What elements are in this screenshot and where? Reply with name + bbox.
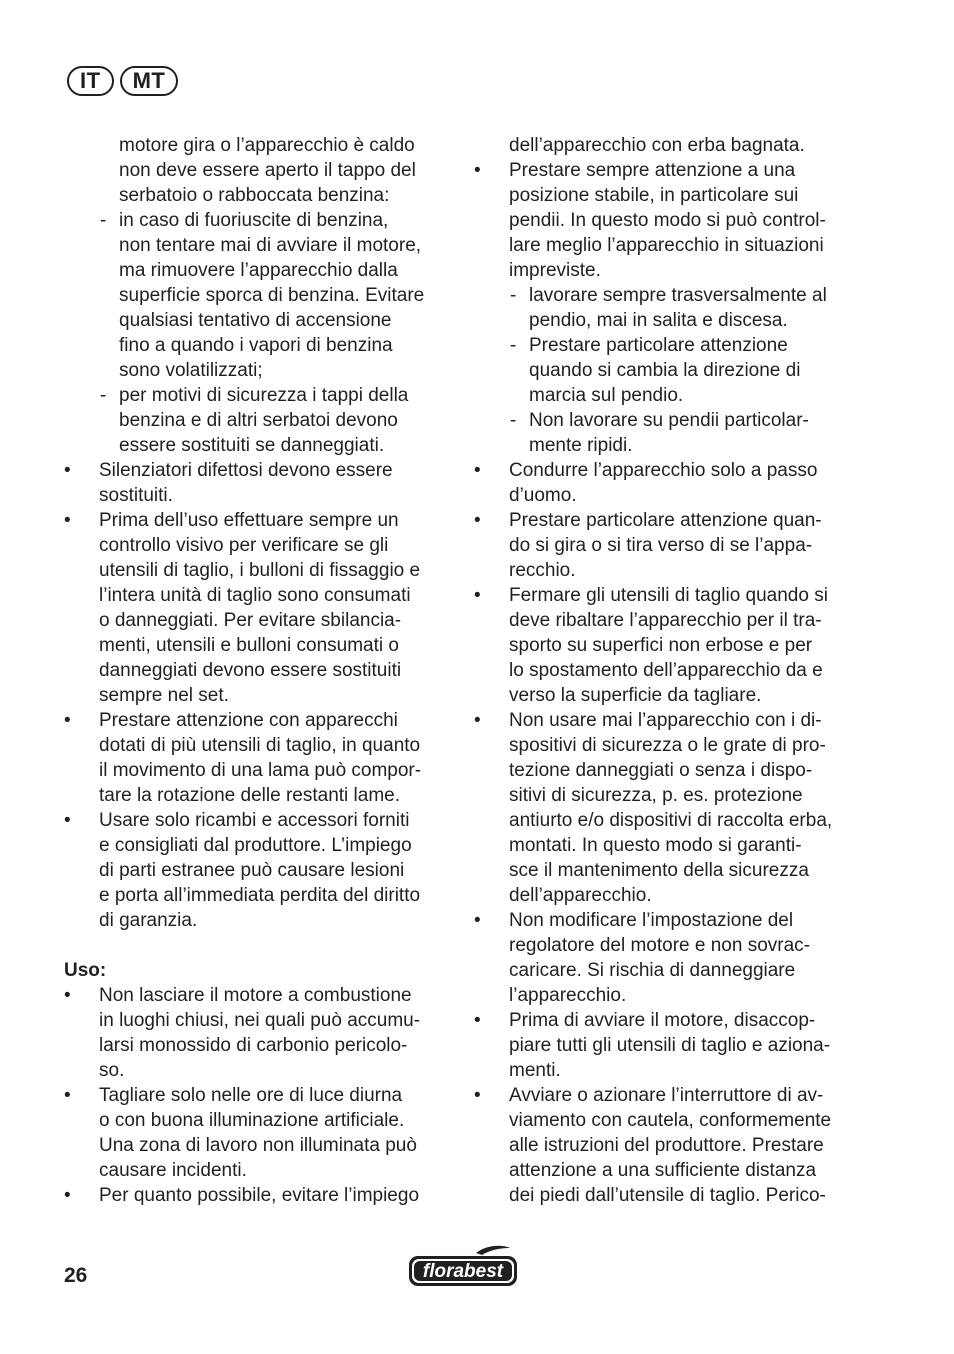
- line-text: Fermare gli utensili di taglio quando si: [509, 585, 828, 606]
- line-text: spositivi di sicurezza o le grate di pro-: [509, 735, 826, 756]
- line-text: motore gira o l’apparecchio è caldo: [119, 135, 415, 156]
- text-line: [474, 233, 860, 258]
- line-text: Non modificare l’impostazione del: [509, 910, 794, 931]
- line-text: menti.: [509, 1060, 561, 1081]
- text-line: [64, 658, 450, 683]
- text-line: [64, 683, 450, 708]
- text-line: [474, 1008, 860, 1033]
- language-tags: [67, 66, 184, 96]
- line-text: e consigliati dal produttore. L’impiego: [99, 835, 412, 856]
- text-line: [474, 708, 860, 733]
- line-text: ma rimuovere l’apparecchio dalla: [119, 260, 398, 281]
- text-line: [64, 633, 450, 658]
- line-text: antiurto e/o dispositivi di raccolta erba,: [509, 810, 833, 831]
- text-line: [474, 833, 860, 858]
- line-text: non deve essere aperto il tappo del: [119, 160, 416, 181]
- language-tag-it: IT: [67, 66, 114, 96]
- page-number: 26: [64, 1264, 88, 1287]
- text-line: [474, 583, 860, 608]
- line-text: posizione stabile, in particolare sui: [509, 185, 799, 206]
- text-line: [474, 633, 860, 658]
- line-text: dotati di più utensili di taglio, in quanto: [99, 735, 421, 756]
- line-text: Tagliare solo nelle ore di luce diurna: [99, 1085, 403, 1106]
- text-line: [474, 758, 860, 783]
- line-text: di parti estranee può causare lesioni: [99, 860, 405, 881]
- line-text: pendio, mai in salita e discesa.: [529, 310, 788, 331]
- line-text: sempre nel set.: [99, 685, 229, 706]
- text-line: [64, 283, 450, 308]
- line-text: caricare. Si rischia di danneggiare: [509, 960, 796, 981]
- text-line: [474, 733, 860, 758]
- text-line: [64, 858, 450, 883]
- line-text: controllo visivo per verificare se gli: [99, 535, 389, 556]
- line-text: Prima di avviare il motore, disaccop-: [509, 1010, 816, 1031]
- line-text: il movimento di una lama può compor-: [99, 760, 422, 781]
- bullet-marker: •: [64, 810, 71, 831]
- line-text: montati. In questo modo si garanti-: [509, 835, 802, 856]
- line-text: Prestare particolare attenzione quan-: [509, 510, 822, 531]
- line-text: Non lavorare su pendii particolar-: [529, 410, 809, 431]
- florabest-logo-graphic: [406, 1243, 520, 1291]
- text-line: [64, 583, 450, 608]
- text-line: [64, 558, 450, 583]
- bullet-marker: •: [474, 160, 481, 181]
- text-line: [474, 533, 860, 558]
- text-line: [64, 733, 450, 758]
- line-text: essere sostituiti se danneggiati.: [119, 435, 385, 456]
- line-text: larsi monossido di carbonio pericolo-: [99, 1035, 408, 1056]
- line-text: Per quanto possibile, evitare l’impiego: [99, 1185, 420, 1206]
- text-line: [64, 208, 450, 233]
- line-text: so.: [99, 1060, 125, 1081]
- line-text: deve ribaltare l’apparecchio per il tra-: [509, 610, 822, 631]
- line-text: regolatore del motore e non sovrac-: [509, 935, 810, 956]
- language-tag-mt: MT: [120, 66, 179, 96]
- text-line: [64, 1033, 450, 1058]
- text-line: [64, 808, 450, 833]
- text-line: [64, 533, 450, 558]
- text-line: [64, 458, 450, 483]
- text-line: [474, 658, 860, 683]
- text-line: [64, 908, 450, 933]
- line-text: viamento con cautela, conformemente: [509, 1110, 832, 1131]
- line-text: lo spostamento dell’apparecchio da e: [509, 660, 823, 681]
- bullet-marker: •: [474, 1085, 481, 1106]
- line-text: mente ripidi.: [529, 435, 633, 456]
- bullet-marker: •: [474, 910, 481, 931]
- text-line: [474, 308, 860, 333]
- line-text: piare tutti gli utensili di taglio e aziona-: [509, 1035, 831, 1056]
- text-line: [64, 1058, 450, 1083]
- line-text: superficie sporca di benzina. Evitare: [119, 285, 425, 306]
- line-text: sostituiti.: [99, 485, 173, 506]
- bullet-marker: •: [64, 510, 71, 531]
- line-text: Prestare particolare attenzione: [529, 335, 788, 356]
- line-text: impreviste.: [509, 260, 601, 281]
- text-line: [474, 608, 860, 633]
- line-text: Condurre l’apparecchio solo a passo: [509, 460, 818, 481]
- text-line: [64, 183, 450, 208]
- text-line: [64, 158, 450, 183]
- line-text: Non lasciare il motore a combustione: [99, 985, 412, 1006]
- line-text: dell’apparecchio.: [509, 885, 652, 906]
- line-text: e porta all’immediata perdita del diritto: [99, 885, 421, 906]
- line-text: non tentare mai di avviare il motore,: [119, 235, 422, 256]
- dash-marker: -: [510, 335, 517, 356]
- line-text: sitivi di sicurezza, p. es. protezione: [509, 785, 803, 806]
- line-text: in luoghi chiusi, nei quali può accumu-: [99, 1010, 421, 1031]
- bullet-marker: •: [64, 710, 71, 731]
- bullet-marker: •: [474, 460, 481, 481]
- text-line: [474, 808, 860, 833]
- text-line: [474, 258, 860, 283]
- bullet-marker: •: [474, 710, 481, 731]
- text-line: [474, 208, 860, 233]
- text-line: [474, 1158, 860, 1183]
- text-line: [64, 783, 450, 808]
- text-line: [474, 408, 860, 433]
- text-line: [474, 1183, 860, 1208]
- text-line: [64, 333, 450, 358]
- text-line: [474, 283, 860, 308]
- text-line: [474, 983, 860, 1008]
- text-line: [64, 508, 450, 533]
- text-line: [64, 483, 450, 508]
- text-line: [64, 1083, 450, 1108]
- text-line: [474, 358, 860, 383]
- line-text: Prestare attenzione con apparecchi: [99, 710, 398, 731]
- bullet-marker: •: [474, 585, 481, 606]
- line-text: dei piedi dall’utensile di taglio. Perico-: [509, 1185, 826, 1206]
- line-text: attenzione a una sufficiente distanza: [509, 1160, 817, 1181]
- text-line: [474, 133, 860, 158]
- text-line: [64, 308, 450, 333]
- bullet-marker: •: [474, 1010, 481, 1031]
- line-text: causare incidenti.: [99, 1160, 247, 1181]
- line-text: fino a quando i vapori di benzina: [119, 335, 393, 356]
- right-text-column: [474, 133, 860, 1208]
- text-line: [64, 883, 450, 908]
- line-text: Silenziatori difettosi devono essere: [99, 460, 393, 481]
- line-text: marcia sul pendio.: [529, 385, 684, 406]
- text-line: [64, 833, 450, 858]
- line-text: sono volatilizzati;: [119, 360, 263, 381]
- text-line: [64, 133, 450, 158]
- text-line: [64, 233, 450, 258]
- text-line: [474, 908, 860, 933]
- text-line: [474, 1033, 860, 1058]
- line-text: Uso:: [64, 960, 107, 981]
- bullet-marker: •: [64, 1185, 71, 1206]
- text-line: [474, 333, 860, 358]
- text-line: [474, 1083, 860, 1108]
- line-text: serbatoio o rabboccata benzina:: [119, 185, 390, 206]
- bullet-marker: •: [64, 1085, 71, 1106]
- line-text: o danneggiati. Per evitare sbilancia-: [99, 610, 402, 631]
- text-line: [474, 883, 860, 908]
- left-text-column: [64, 133, 450, 1208]
- text-line: [474, 183, 860, 208]
- line-text: in caso di fuoriuscite di benzina,: [119, 210, 389, 231]
- line-text: alle istruzioni del produttore. Prestare: [509, 1135, 824, 1156]
- florabest-logo: [406, 1243, 520, 1296]
- line-text: do si gira o si tira verso di se l’appa-: [509, 535, 813, 556]
- text-line: [474, 933, 860, 958]
- line-text: Prima dell’uso effettuare sempre un: [99, 510, 399, 531]
- text-line: [64, 258, 450, 283]
- text-line: [64, 408, 450, 433]
- line-text: verso la superficie da tagliare.: [509, 685, 762, 706]
- text-line: [474, 1058, 860, 1083]
- text-line: [64, 758, 450, 783]
- text-line: [474, 433, 860, 458]
- text-line: [474, 558, 860, 583]
- line-text: o con buona illuminazione artificiale.: [99, 1110, 405, 1131]
- text-line: [64, 1158, 450, 1183]
- section-heading: [64, 958, 450, 983]
- bullet-marker: •: [474, 510, 481, 531]
- line-text: utensili di taglio, i bulloni di fissaggio e: [99, 560, 421, 581]
- text-line: [474, 483, 860, 508]
- logo-wordmark: florabest: [422, 1261, 504, 1282]
- bullet-marker: •: [64, 985, 71, 1006]
- text-line: [64, 1108, 450, 1133]
- line-text: l’intera unità di taglio sono consumati: [99, 585, 411, 606]
- line-text: tare la rotazione delle restanti lame.: [99, 785, 400, 806]
- line-text: recchio.: [509, 560, 576, 581]
- text-line: [474, 508, 860, 533]
- dash-marker: -: [510, 410, 517, 431]
- text-line: [64, 358, 450, 383]
- line-text: sporto su superfici non erbose e per: [509, 635, 813, 656]
- line-text: quando si cambia la direzione di: [529, 360, 801, 381]
- line-text: di garanzia.: [99, 910, 198, 931]
- text-line: [474, 858, 860, 883]
- text-line: [474, 683, 860, 708]
- text-line: [474, 383, 860, 408]
- text-line: [64, 383, 450, 408]
- text-line: [474, 1133, 860, 1158]
- line-text: qualsiasi tentativo di accensione: [119, 310, 392, 331]
- line-text: Usare solo ricambi e accessori forniti: [99, 810, 410, 831]
- paragraph-spacer: [64, 933, 450, 958]
- line-text: tezione danneggiati o senza i dispo-: [509, 760, 813, 781]
- line-text: Prestare sempre attenzione a una: [509, 160, 796, 181]
- dash-marker: -: [100, 385, 107, 406]
- line-text: pendii. In questo modo si può control-: [509, 210, 826, 231]
- line-text: Una zona di lavoro non illuminata può: [99, 1135, 417, 1156]
- text-line: [474, 783, 860, 808]
- line-text: dell’apparecchio con erba bagnata.: [509, 135, 805, 156]
- text-line: [64, 608, 450, 633]
- line-text: per motivi di sicurezza i tappi della: [119, 385, 409, 406]
- text-line: [474, 958, 860, 983]
- line-text: sce il mantenimento della sicurezza: [509, 860, 809, 881]
- text-line: [474, 158, 860, 183]
- line-text: lavorare sempre trasversalmente al: [529, 285, 827, 306]
- text-line: [64, 983, 450, 1008]
- text-line: [64, 433, 450, 458]
- text-line: [474, 458, 860, 483]
- line-text: l’apparecchio.: [509, 985, 627, 1006]
- text-line: [64, 708, 450, 733]
- line-text: menti, utensili e bulloni consumati o: [99, 635, 399, 656]
- text-line: [64, 1133, 450, 1158]
- text-line: [474, 1108, 860, 1133]
- line-text: lare meglio l’apparecchio in situazioni: [509, 235, 824, 256]
- text-line: [64, 1183, 450, 1208]
- line-text: benzina e di altri serbatoi devono: [119, 410, 398, 431]
- dash-marker: -: [100, 210, 107, 231]
- text-line: [64, 1008, 450, 1033]
- line-text: danneggiati devono essere sostituiti: [99, 660, 402, 681]
- bullet-marker: •: [64, 460, 71, 481]
- line-text: d’uomo.: [509, 485, 577, 506]
- line-text: Non usare mai l’apparecchio con i di-: [509, 710, 822, 731]
- dash-marker: -: [510, 285, 517, 306]
- line-text: Avviare o azionare l’interruttore di av-: [509, 1085, 824, 1106]
